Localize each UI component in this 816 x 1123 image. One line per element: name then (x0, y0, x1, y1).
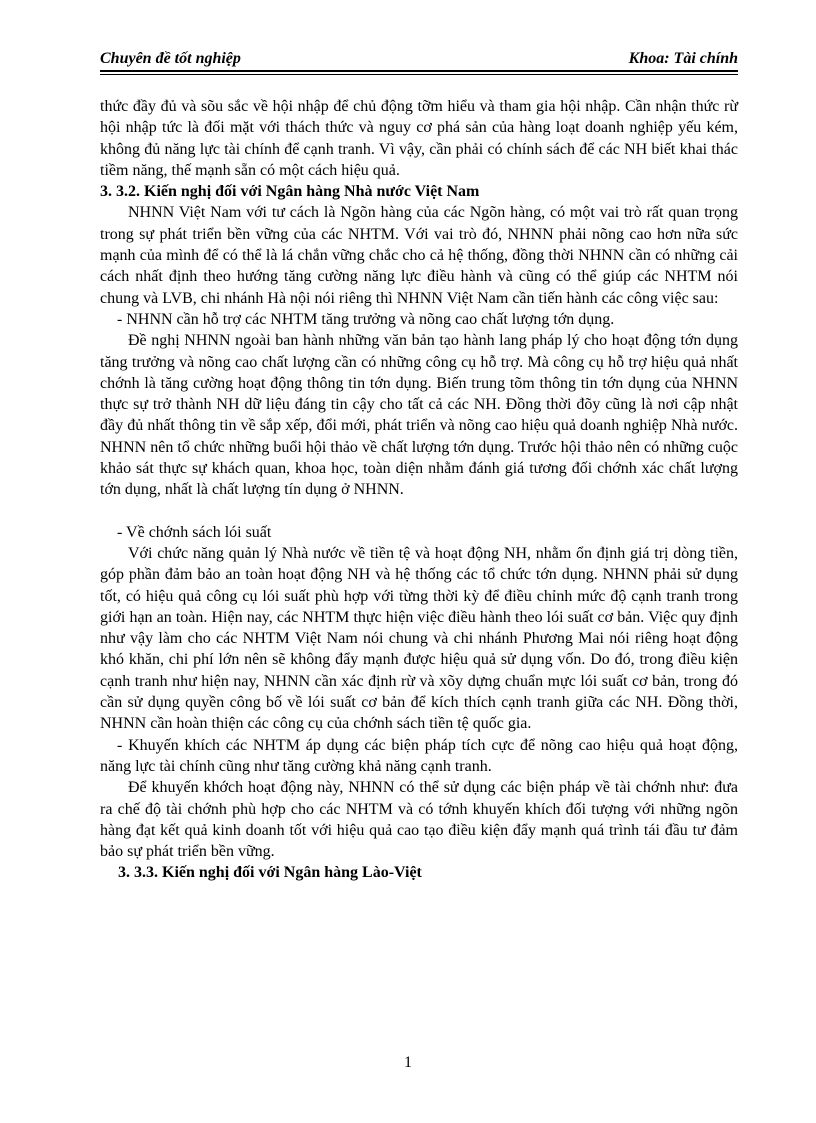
paragraph-credit-info: Đề nghị NHNN ngoài ban hành những văn bản tạo hành lang pháp lý cho hoạt động tớn dụng tăng trưởng và nõng cao chất lượng cần có những công cụ hỗ trợ. Mà công cụ hỗ trợ hiệu quả nhất chớnh là tăng cường hoạt động thông tin tớn dụng. Biến trung tõm thông tin tớn dụng của NHNN thực sự trở thành NH dữ liệu đáng tin cậy cho tất cả các NH. Đồng thời đõy cũng là nơi cập nhật đầy đủ nhất thông tin về sắp xếp, đổi mới, phát triển và nõng cao hiệu quả doanh nghiệp Nhà nước. NHNN nên tổ chức những buổi hội thảo về chất lượng tớn dụng. Trước hội thảo nên có những cuộc khảo sát thực sự khách quan, khoa học, toàn diện nhằm đánh giá tương đối chớnh xác chất lượng tớn dụng, nhất là chất lượng tín dụng ở NHNN. (100, 332, 738, 499)
bullet-interest-policy: - Về chớnh sách lói suất (117, 523, 272, 541)
header-rule-thick (100, 70, 738, 72)
header-title-left: Chuyên đề tốt nghiệp (100, 50, 241, 67)
bullet-encourage-nhtm: - Khuyến khích các NHTM áp dụng các biện pháp tích cực để nõng cao hiệu quả hoạt động, năng lực tài chính cũng như tăng cường khả năng cạnh tranh. (100, 736, 738, 775)
paragraph-intro: thức đầy đủ và sõu sắc về hội nhập để chủ động tỡm hiểu và tham gia hội nhập. Cần nhận thức rừ hội nhập tức là đối mặt với thách thức và nguy cơ phá sản của hàng loạt doanh nghiệp yếu kém, không đủ năng lực tài chính để cạnh tranh. Vì vậy, cần phải có chính sách để các NH biết khai thác tiềm năng, thế mạnh sẵn có một cách hiệu quả. (100, 98, 738, 179)
page-header (100, 50, 738, 70)
page-number: 1 (404, 1054, 412, 1071)
paragraph-gap (100, 501, 738, 522)
paragraph-nhnn-role: NHNN Việt Nam với tư cách là Ngõn hàng của các Ngõn hàng, có một vai trò rất quan trọng trong sự phát triển bền vững của các NHTM. Với vai trò đó, NHNN phải nõng cao hơn nữa sức mạnh của mình để có thể là lá chắn vững chắc cho cả hệ thống, đồng thời NHNN cần có những cải cách nhất định theo hướng tăng cường năng lực điều hành và cũng có thể giúp các NHTM nói chung và LVB, chi nhánh Hà nội nói riêng thì NHNN Việt Nam cần tiến hành các công việc sau: (100, 204, 738, 307)
header-title-right: Khoa: Tài chính (628, 50, 738, 67)
paragraph-financial-measures: Để khuyến khớch hoạt động này, NHNN có thể sử dụng các biện pháp về tài chớnh như: đưa ra chế độ tài chớnh phù hợp cho các NHTM và có tớnh khuyến khích đối tượng với những ngõn hàng đạt kết quả kinh doanh tốt với hiệu quả cao tạo điều kiện đẩy mạnh quá trình tái đầu tư đảm bảo sự phát triển bền vững. (100, 779, 738, 861)
bullet-credit-support: - NHNN cần hỗ trợ các NHTM tăng trưởng và nõng cao chất lượng tớn dụng. (117, 310, 615, 328)
document-body (100, 96, 738, 884)
header-rule-thin (100, 74, 738, 75)
section-heading-3-3-3: 3. 3.3. Kiến nghị đối với Ngân hàng Lào-Việt (118, 864, 422, 882)
paragraph-interest-rate: Với chức năng quản lý Nhà nước về tiền tệ và hoạt động NH, nhằm ổn định giá trị dòng tiền, góp phần đảm bảo an toàn hoạt động NH và hệ thống các tổ chức tớn dụng. NHNN phải sử dụng tốt, có hiệu quả công cụ lói suất phù hợp với từng thời kỳ để điều chỉnh mức độ cạnh tranh trong giới hạn an toàn. Hiện nay, các NHTM thực hiện việc điều hành theo lói suất cơ bản. Việc quy định như vậy làm cho các NHTM Việt Nam nói chung và chi nhánh Phương Mai nói riêng hoạt động khó khăn, chi phí lớn nên sẽ không đẩy mạnh được hiệu quả sử dụng vốn. Do đó, trong điều kiện cạnh tranh như hiện nay, NHNN cần xác định rừ và xõy dựng chuẩn mực lói suất cơ bản, trong đó cần sử dụng quyền công bố về lói suất cơ bản để kích thích cạnh tranh giữa các NH. Đồng thời, NHNN cần hoàn thiện các công cụ của chớnh sách tiền tệ quốc gia. (100, 544, 738, 733)
section-heading-3-3-2: 3. 3.2. Kiến nghị đối với Ngân hàng Nhà nước Việt Nam (100, 183, 480, 201)
